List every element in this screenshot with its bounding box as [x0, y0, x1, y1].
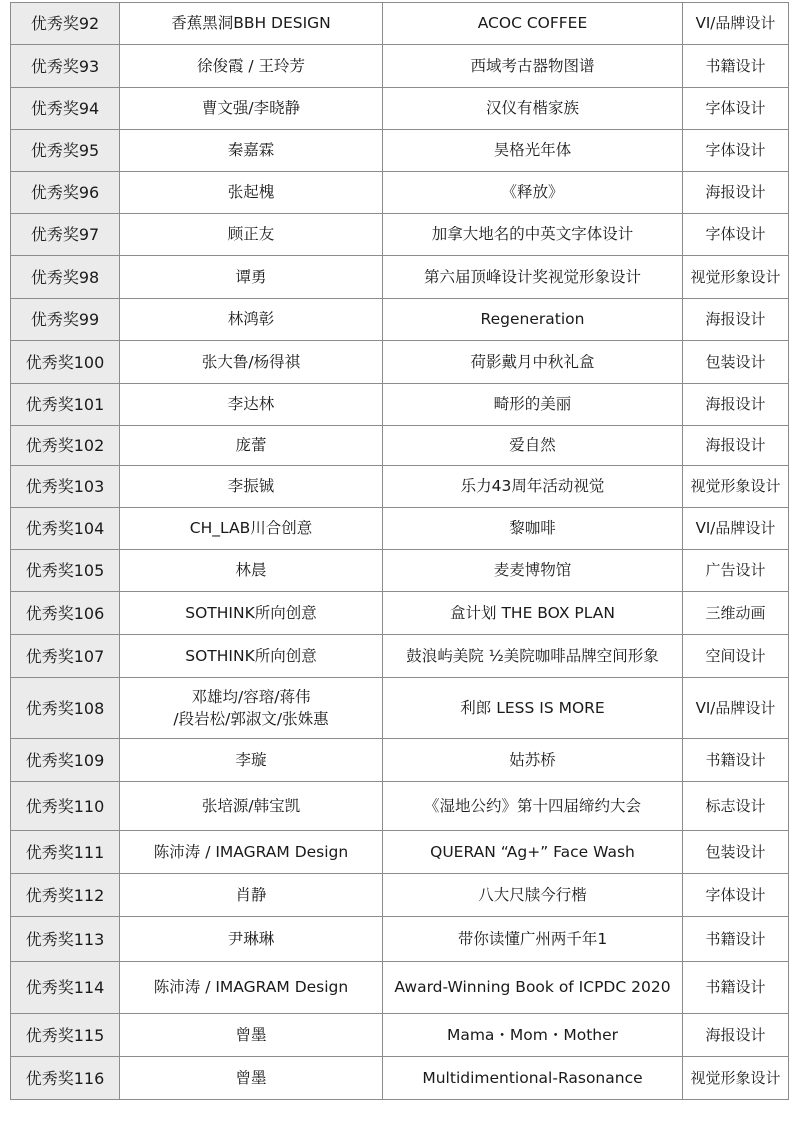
award-cell: 优秀奖93 [11, 45, 120, 88]
designer-cell: 肖静 [120, 874, 383, 917]
award-cell: 优秀奖97 [11, 214, 120, 256]
award-cell: 优秀奖96 [11, 172, 120, 214]
category-cell: 广告设计 [683, 550, 789, 592]
work-title-cell: 汉仪有楷家族 [383, 88, 683, 130]
designer-cell: 李达林 [120, 384, 383, 426]
table-row [11, 508, 789, 550]
category-cell: 包装设计 [683, 831, 789, 874]
award-cell: 优秀奖95 [11, 130, 120, 172]
category-cell: 字体设计 [683, 874, 789, 917]
award-cell: 优秀奖105 [11, 550, 120, 592]
award-cell: 优秀奖101 [11, 384, 120, 426]
table-row [11, 678, 789, 739]
table-row [11, 88, 789, 130]
designer-cell: 香蕉黑洞BBH DESIGN [120, 3, 383, 45]
table-row [11, 917, 789, 962]
category-cell: 视觉形象设计 [683, 256, 789, 299]
table-row [11, 874, 789, 917]
designer-cell [120, 678, 383, 739]
award-cell: 优秀奖104 [11, 508, 120, 550]
table-row [11, 592, 789, 635]
table-row [11, 962, 789, 1014]
table-row [11, 299, 789, 341]
award-cell: 优秀奖109 [11, 739, 120, 782]
award-cell: 优秀奖115 [11, 1014, 120, 1057]
designer-cell: 秦嘉霖 [120, 130, 383, 172]
designer-cell: 尹琳琳 [120, 917, 383, 962]
table-row [11, 1057, 789, 1100]
category-cell: 视觉形象设计 [683, 466, 789, 508]
table-row [11, 782, 789, 831]
table-row [11, 1014, 789, 1057]
work-title-cell: 利郎 LESS IS MORE [383, 678, 683, 739]
designer-line: /段岩松/郭淑文/张姝惠 [173, 710, 329, 728]
category-cell: 书籍设计 [683, 739, 789, 782]
award-cell: 优秀奖108 [11, 678, 120, 739]
work-title-cell: 昊格光年体 [383, 130, 683, 172]
award-cell: 优秀奖102 [11, 426, 120, 466]
category-cell: 标志设计 [683, 782, 789, 831]
work-title-cell: 畸形的美丽 [383, 384, 683, 426]
table-row [11, 172, 789, 214]
table-row [11, 739, 789, 782]
designer-cell: 张起槐 [120, 172, 383, 214]
award-table-body [11, 3, 789, 1100]
work-title-cell: 加拿大地名的中英文字体设计 [383, 214, 683, 256]
work-title-cell: 《释放》 [383, 172, 683, 214]
award-cell: 优秀奖107 [11, 635, 120, 678]
category-cell: 海报设计 [683, 384, 789, 426]
work-title-cell: 第六届顶峰设计奖视觉形象设计 [383, 256, 683, 299]
category-cell: 空间设计 [683, 635, 789, 678]
designer-cell: SOTHINK所向创意 [120, 635, 383, 678]
designer-cell: 顾正友 [120, 214, 383, 256]
designer-cell: CH_LAB川合创意 [120, 508, 383, 550]
table-row [11, 341, 789, 384]
work-title-cell: 爱自然 [383, 426, 683, 466]
designer-cell: 李璇 [120, 739, 383, 782]
category-cell: 包装设计 [683, 341, 789, 384]
table-row [11, 466, 789, 508]
category-cell: VI/品牌设计 [683, 3, 789, 45]
table-row [11, 831, 789, 874]
award-cell: 优秀奖94 [11, 88, 120, 130]
work-title-cell: 荷影戴月中秋礼盒 [383, 341, 683, 384]
category-cell: 海报设计 [683, 426, 789, 466]
category-cell: VI/品牌设计 [683, 678, 789, 739]
table-row [11, 550, 789, 592]
work-title-cell: 带你读懂广州两千年1 [383, 917, 683, 962]
award-cell: 优秀奖103 [11, 466, 120, 508]
work-title-cell: 鼓浪屿美院 ½美院咖啡品牌空间形象 [383, 635, 683, 678]
work-title-cell: 乐力43周年活动视觉 [383, 466, 683, 508]
work-title-cell: ACOC COFFEE [383, 3, 683, 45]
category-cell: 字体设计 [683, 214, 789, 256]
category-cell: 书籍设计 [683, 962, 789, 1014]
category-cell: 海报设计 [683, 1014, 789, 1057]
designer-cell: 曾墨 [120, 1014, 383, 1057]
designer-cell: 陈沛涛 / IMAGRAM Design [120, 831, 383, 874]
category-cell: VI/品牌设计 [683, 508, 789, 550]
designer-cell: SOTHINK所向创意 [120, 592, 383, 635]
work-title-cell: 西域考古器物图谱 [383, 45, 683, 88]
designer-cell: 曾墨 [120, 1057, 383, 1100]
award-table [10, 2, 789, 1100]
designer-cell: 陈沛涛 / IMAGRAM Design [120, 962, 383, 1014]
table-row [11, 426, 789, 466]
work-title-cell: 姑苏桥 [383, 739, 683, 782]
category-cell: 海报设计 [683, 172, 789, 214]
work-title-cell: 盒计划 THE BOX PLAN [383, 592, 683, 635]
table-row [11, 130, 789, 172]
table-row [11, 214, 789, 256]
designer-cell: 李振铖 [120, 466, 383, 508]
category-cell: 海报设计 [683, 299, 789, 341]
designer-line: 邓雄均/容瑢/蒋伟 [191, 688, 311, 706]
work-title-cell: 《湿地公约》第十四届缔约大会 [383, 782, 683, 831]
work-title-cell: 黎咖啡 [383, 508, 683, 550]
table-row [11, 256, 789, 299]
designer-cell: 张培源/韩宝凯 [120, 782, 383, 831]
designer-cell: 林晨 [120, 550, 383, 592]
table-row [11, 384, 789, 426]
award-cell: 优秀奖99 [11, 299, 120, 341]
work-title-cell: Regeneration [383, 299, 683, 341]
category-cell: 三维动画 [683, 592, 789, 635]
designer-cell: 林鸿彰 [120, 299, 383, 341]
work-title-cell: 麦麦博物馆 [383, 550, 683, 592]
designer-cell: 谭勇 [120, 256, 383, 299]
award-cell: 优秀奖113 [11, 917, 120, 962]
award-cell: 优秀奖110 [11, 782, 120, 831]
designer-cell: 曹文强/李晓静 [120, 88, 383, 130]
designer-cell: 庞蕾 [120, 426, 383, 466]
work-title-cell: QUERAN “Ag+” Face Wash [383, 831, 683, 874]
award-cell: 优秀奖111 [11, 831, 120, 874]
table-row [11, 635, 789, 678]
category-cell: 书籍设计 [683, 45, 789, 88]
work-title-cell: Mama・Mom・Mother [383, 1014, 683, 1057]
table-row [11, 45, 789, 88]
category-cell: 字体设计 [683, 88, 789, 130]
category-cell: 视觉形象设计 [683, 1057, 789, 1100]
award-cell: 优秀奖98 [11, 256, 120, 299]
award-cell: 优秀奖112 [11, 874, 120, 917]
table-row [11, 3, 789, 45]
award-cell: 优秀奖106 [11, 592, 120, 635]
award-cell: 优秀奖114 [11, 962, 120, 1014]
category-cell: 书籍设计 [683, 917, 789, 962]
designer-cell: 张大鲁/杨得祺 [120, 341, 383, 384]
award-cell: 优秀奖100 [11, 341, 120, 384]
award-cell: 优秀奖92 [11, 3, 120, 45]
work-title-cell: 八大尺牍今行楷 [383, 874, 683, 917]
work-title-cell: Multidimentional-Rasonance [383, 1057, 683, 1100]
award-cell: 优秀奖116 [11, 1057, 120, 1100]
designer-cell: 徐俊霞 / 王玲芳 [120, 45, 383, 88]
category-cell: 字体设计 [683, 130, 789, 172]
work-title-cell: Award-Winning Book of ICPDC 2020 [383, 962, 683, 1014]
